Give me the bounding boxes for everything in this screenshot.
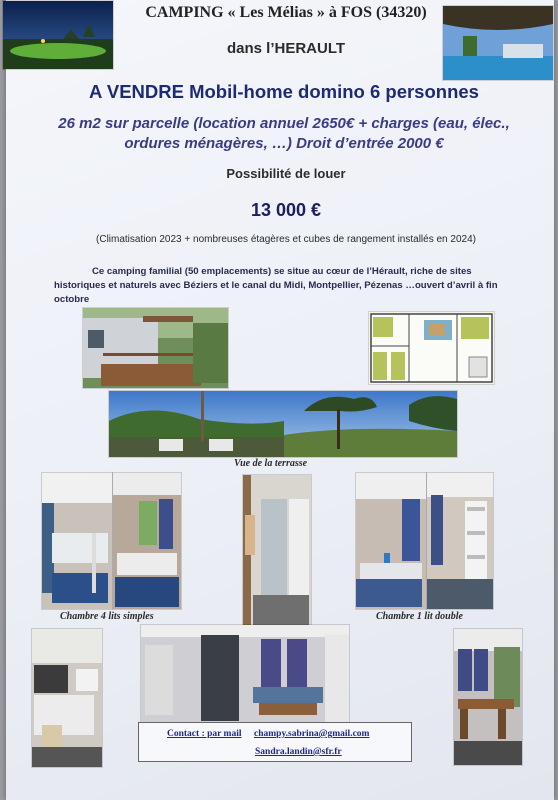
email-link-secondary[interactable]: Sandra.landin@sfr.fr xyxy=(255,747,342,757)
bedroom-single-beds-photo-1 xyxy=(41,472,113,610)
room2-caption: Chambre 1 lit double xyxy=(376,611,463,622)
price: 13 000 € xyxy=(250,200,322,220)
exterior-dining-photo xyxy=(453,628,523,766)
camping-night-photo xyxy=(2,0,114,70)
rent-option: Possibilité de louer xyxy=(226,166,346,181)
contact-label: Contact : par mail xyxy=(167,729,242,739)
bedroom-double-bed-photo-2 xyxy=(426,472,494,610)
terrace-view-photo xyxy=(108,390,458,458)
flyer-sheet xyxy=(6,0,554,800)
sale-headline: A VENDRE Mobil-home domino 6 personnes xyxy=(89,81,479,102)
mobile-home-exterior-photo xyxy=(82,307,229,389)
email-link-primary[interactable]: champy.sabrina@gmail.com xyxy=(254,729,370,739)
camping-title: CAMPING « Les Mélias » à FOS (34320) xyxy=(145,4,427,21)
room1-caption: Chambre 4 lits simples xyxy=(60,611,154,622)
region-label: dans l’HERAULT xyxy=(226,40,346,57)
kitchen-photo xyxy=(31,628,103,768)
equipment-note: (Climatisation 2023 + nombreuses étagères et cubes de rangement installés en 2024) xyxy=(96,234,476,245)
camping-description: Ce camping familial (50 emplacements) se situe au cœur de l’Hérault, riche de sites historiques et naturels avec Béziers et le canal du Midi, Montpellier, Pézenas …ouvert d’avril à fin octobre xyxy=(54,266,498,305)
floor-plan xyxy=(368,311,495,385)
contact-box xyxy=(138,722,412,762)
terrace-caption: Vue de la terrasse xyxy=(234,458,308,469)
bedroom-single-beds-photo-2 xyxy=(112,472,182,610)
living-room-photo xyxy=(140,624,350,724)
bathroom-photo xyxy=(242,474,312,628)
bedroom-double-bed-photo-1 xyxy=(355,472,427,610)
lot-description: 26 m2 sur parcelle (location annuel 2650€ + charges (eau, élec., ordures ménagères, …) Droit d’entrée 2000 € xyxy=(58,115,510,152)
